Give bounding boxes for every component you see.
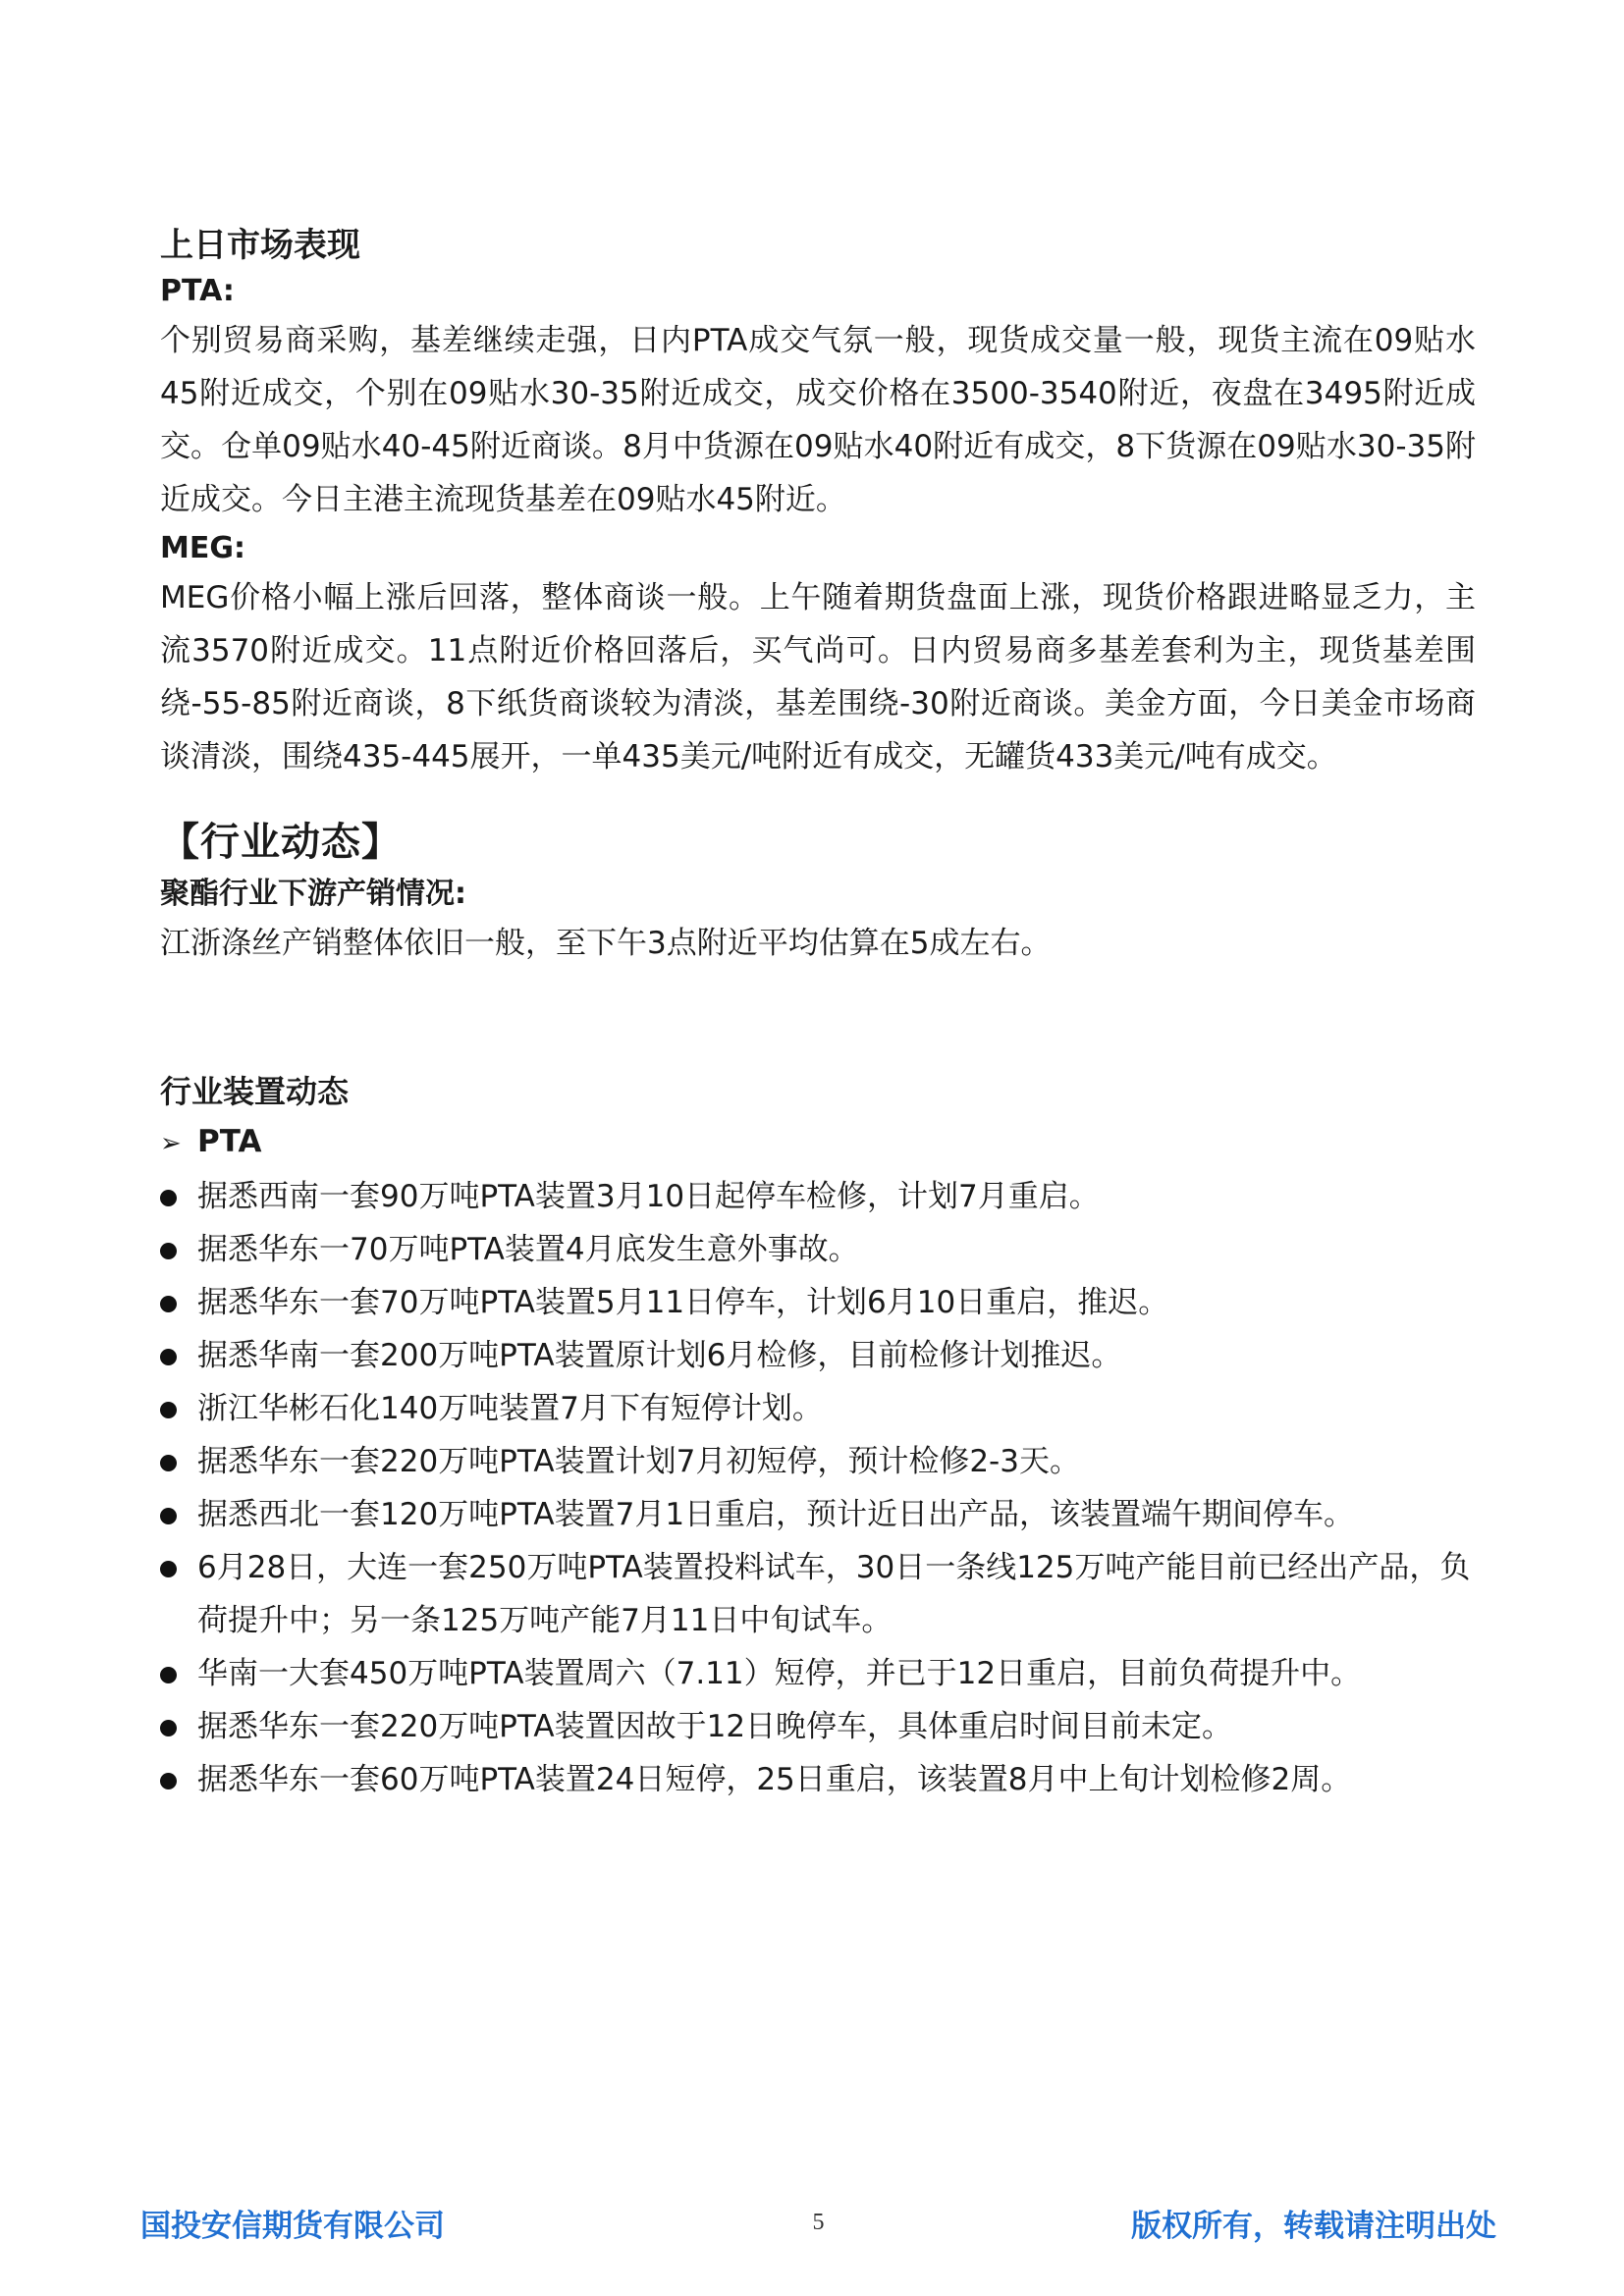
meg-paragraph: MEG价格小幅上涨后回落，整体商谈一般。上午随着期货盘面上涨，现货价格跟进略显乏力，主流3570附近成交。11点附近价格回落后，买气尚可。日内贸易商多基差套利为主，现货基差围绕-55-85附近商谈，8下纸货商谈较为清淡，基差围绕-30附近商谈。美金方面，今日美金市场商谈清淡，围绕435-445展开，一单435美元/吨附近有成交，无罐货433美元/吨有成交。 (160, 580, 1476, 774)
list-item-text: 6月28日，大连一套250万吨PTA装置投料试车，30日一条线125万吨产能目前已经出产品，负荷提升中；另一条125万吨产能7月11日中旬试车。 (197, 1550, 1471, 1638)
pta-label: PTA: (160, 274, 235, 308)
list-item-text: 据悉华东一70万吨PTA装置4月底发生意外事故。 (197, 1232, 859, 1267)
list-item (160, 1276, 1476, 1329)
section-title-industry: 【行业动态】 (160, 820, 402, 865)
pta-paragraph: 个别贸易商采购，基差继续走强，日内PTA成交气氛一般，现货成交量一般，现货主流在09贴水45附近成交，个别在09贴水30-35附近成交，成交价格在3500-3540附近，夜盘在3495附近成交。仓单09贴水40-45附近商谈。8月中货源在09贴水40附近有成交，8下货源在09贴水30-35附近成交。今日主港主流现货基差在09贴水45附近。 (160, 323, 1476, 517)
list-item (160, 1223, 1476, 1276)
section-title-devices: 行业装置动态 (160, 1073, 350, 1110)
page-footer (140, 2203, 1496, 2242)
list-item-text: 据悉华东一套220万吨PTA装置计划7月初短停，预计检修2-3天。 (197, 1444, 1080, 1479)
bullet-icon (160, 1488, 197, 1541)
bullet-icon (160, 1647, 197, 1700)
list-item-text: 据悉华东一套60万吨PTA装置24日短停，25日重启，该装置8月中上旬计划检修2周。 (197, 1762, 1352, 1797)
bullet-icon (160, 1329, 197, 1382)
page-number: 5 (812, 2209, 825, 2235)
list-arrow-item (160, 1115, 1476, 1170)
bullet-icon (160, 1276, 197, 1329)
bullet-icon (160, 1435, 197, 1488)
list-item-text: 华南一大套450万吨PTA装置周六（7.11）短停，并已于12日重启，目前负荷提升中。 (197, 1656, 1362, 1691)
list-item (160, 1700, 1476, 1753)
list-item-text: 据悉西北一套120万吨PTA装置7月1日重启，预计近日出产品，该装置端午期间停车。 (197, 1497, 1355, 1532)
list-item (160, 1329, 1476, 1382)
bullet-icon (160, 1700, 197, 1753)
list-item (160, 1382, 1476, 1435)
bullet-icon (160, 1541, 197, 1594)
list-item (160, 1170, 1476, 1223)
list-item-text: 据悉华东一套70万吨PTA装置5月11日停车，计划6月10日重启，推迟。 (197, 1285, 1169, 1320)
bullet-icon (160, 1382, 197, 1435)
downstream-paragraph: 江浙涤丝产销整体依旧一般，至下午3点附近平均估算在5成左右。 (160, 926, 1052, 961)
list-item (160, 1435, 1476, 1488)
list-item (160, 1753, 1476, 1806)
bullet-icon (160, 1753, 197, 1806)
list-item (160, 1488, 1476, 1541)
arrow-icon: ➢ (160, 1129, 182, 1158)
list-item-text: 浙江华彬石化140万吨装置7月下有短停计划。 (197, 1391, 823, 1426)
list-item-text: 据悉华南一套200万吨PTA装置原计划6月检修，目前检修计划推迟。 (197, 1338, 1122, 1373)
downstream-label: 聚酯行业下游产销情况: (160, 877, 466, 911)
document-body (160, 222, 1476, 1806)
footer-company: 国投安信期货有限公司 (140, 2208, 445, 2244)
list-item-text: 据悉西南一套90万吨PTA装置3月10日起停车检修，计划7月重启。 (197, 1179, 1100, 1214)
arrow-item-label: PTA (197, 1124, 262, 1159)
footer-copyright: 版权所有，转载请注明出处 (1131, 2208, 1496, 2244)
bullet-icon (160, 1170, 197, 1223)
list-item-text: 据悉华东一套220万吨PTA装置因故于12日晚停车，具体重启时间目前未定。 (197, 1709, 1233, 1744)
section-title-market: 上日市场表现 (160, 226, 360, 265)
list-item (160, 1647, 1476, 1700)
list-item (160, 1541, 1476, 1647)
device-list (160, 1115, 1476, 1806)
meg-label: MEG: (160, 531, 245, 565)
bullet-icon (160, 1223, 197, 1276)
